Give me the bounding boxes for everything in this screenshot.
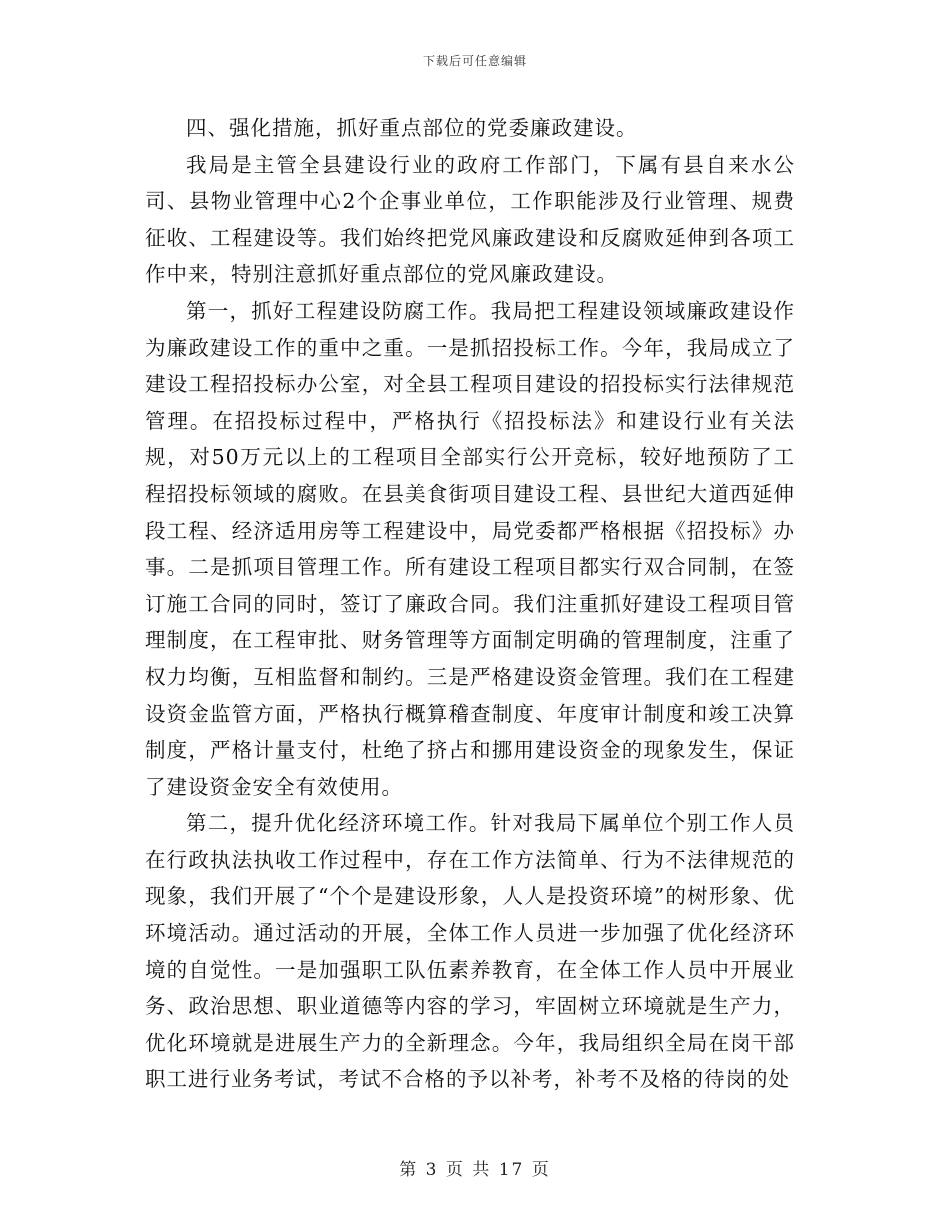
paragraph-section-heading: 四、强化措施，抓好重点部位的党委廉政建设。 bbox=[186, 116, 638, 140]
page-footer: 第 3 页 共 17 页 bbox=[399, 1160, 551, 1180]
paragraph-first-point: 第一，抓好工程建设防腐工作。我局把工程建设领域廉政建设作为廉政建设工作的重中之重。一是抓招投标工作。今年，我局成立了建设工程招投标办公室，对全县工程项目建设的招投标实行法律规范管理。在招投标过程中，严格执行《招投标法》和建设行业有关法规，对50万元以上的工程项目全部实行公开竞标，较好地预防了工程招投标领域的腐败。在县美食街项目建设工程、县世纪大道西延伸段工程、经济适用房等工程建设中，局党委都严格根据《招投标》办事。二是抓项目管理工作。所有建设工程项目都实行双合同制，在签订施工合同的同时，签订了廉政合同。我们注重抓好建设工程项目管理制度，在工程审批、财务管理等方面制定明确的管理制度，注重了权力均衡，互相监督和制约。三是严格建设资金管理。我们在工程建设资金监管方面，严格执行概算稽查制度、年度审计制度和竣工决算制度，严格计量支付，杜绝了挤占和挪用建设资金的现象发生，保证了建设资金安全有效使用。 bbox=[145, 298, 795, 799]
paragraph-second-point: 第二，提升优化经济环境工作。针对我局下属单位个别工作人员在行政执法执收工作过程中，存在工作方法简单、行为不法律规范的现象，我们开展了“个个是建设形象，人人是投资环境”的树形象、优环境活动。通过活动的开展，全体工作人员进一步加强了优化经济环境的自觉性。一是加强职工队伍素养教育，在全体工作人员中开展业务、政治思想、职业道德等内容的学习，牢固树立环境就是生产力，优化环境就是进展生产力的全新理念。今年，我局组织全局在岗干部职工进行业务考试，考试不合格的予以补考，补考不及格的待岗的处 bbox=[145, 811, 795, 1092]
document-body bbox=[145, 110, 795, 1098]
page-header: 下载后可任意编辑 bbox=[422, 54, 527, 68]
paragraph-intro: 我局是主管全县建设行业的政府工作部门，下属有县自来水公司、县物业管理中心2个企事业单位，工作职能涉及行业管理、规费征收、工程建设等。我们始终把党风廉政建设和反腐败延伸到各项工作中来，特别注意抓好重点部位的党风廉政建设。 bbox=[145, 152, 795, 287]
